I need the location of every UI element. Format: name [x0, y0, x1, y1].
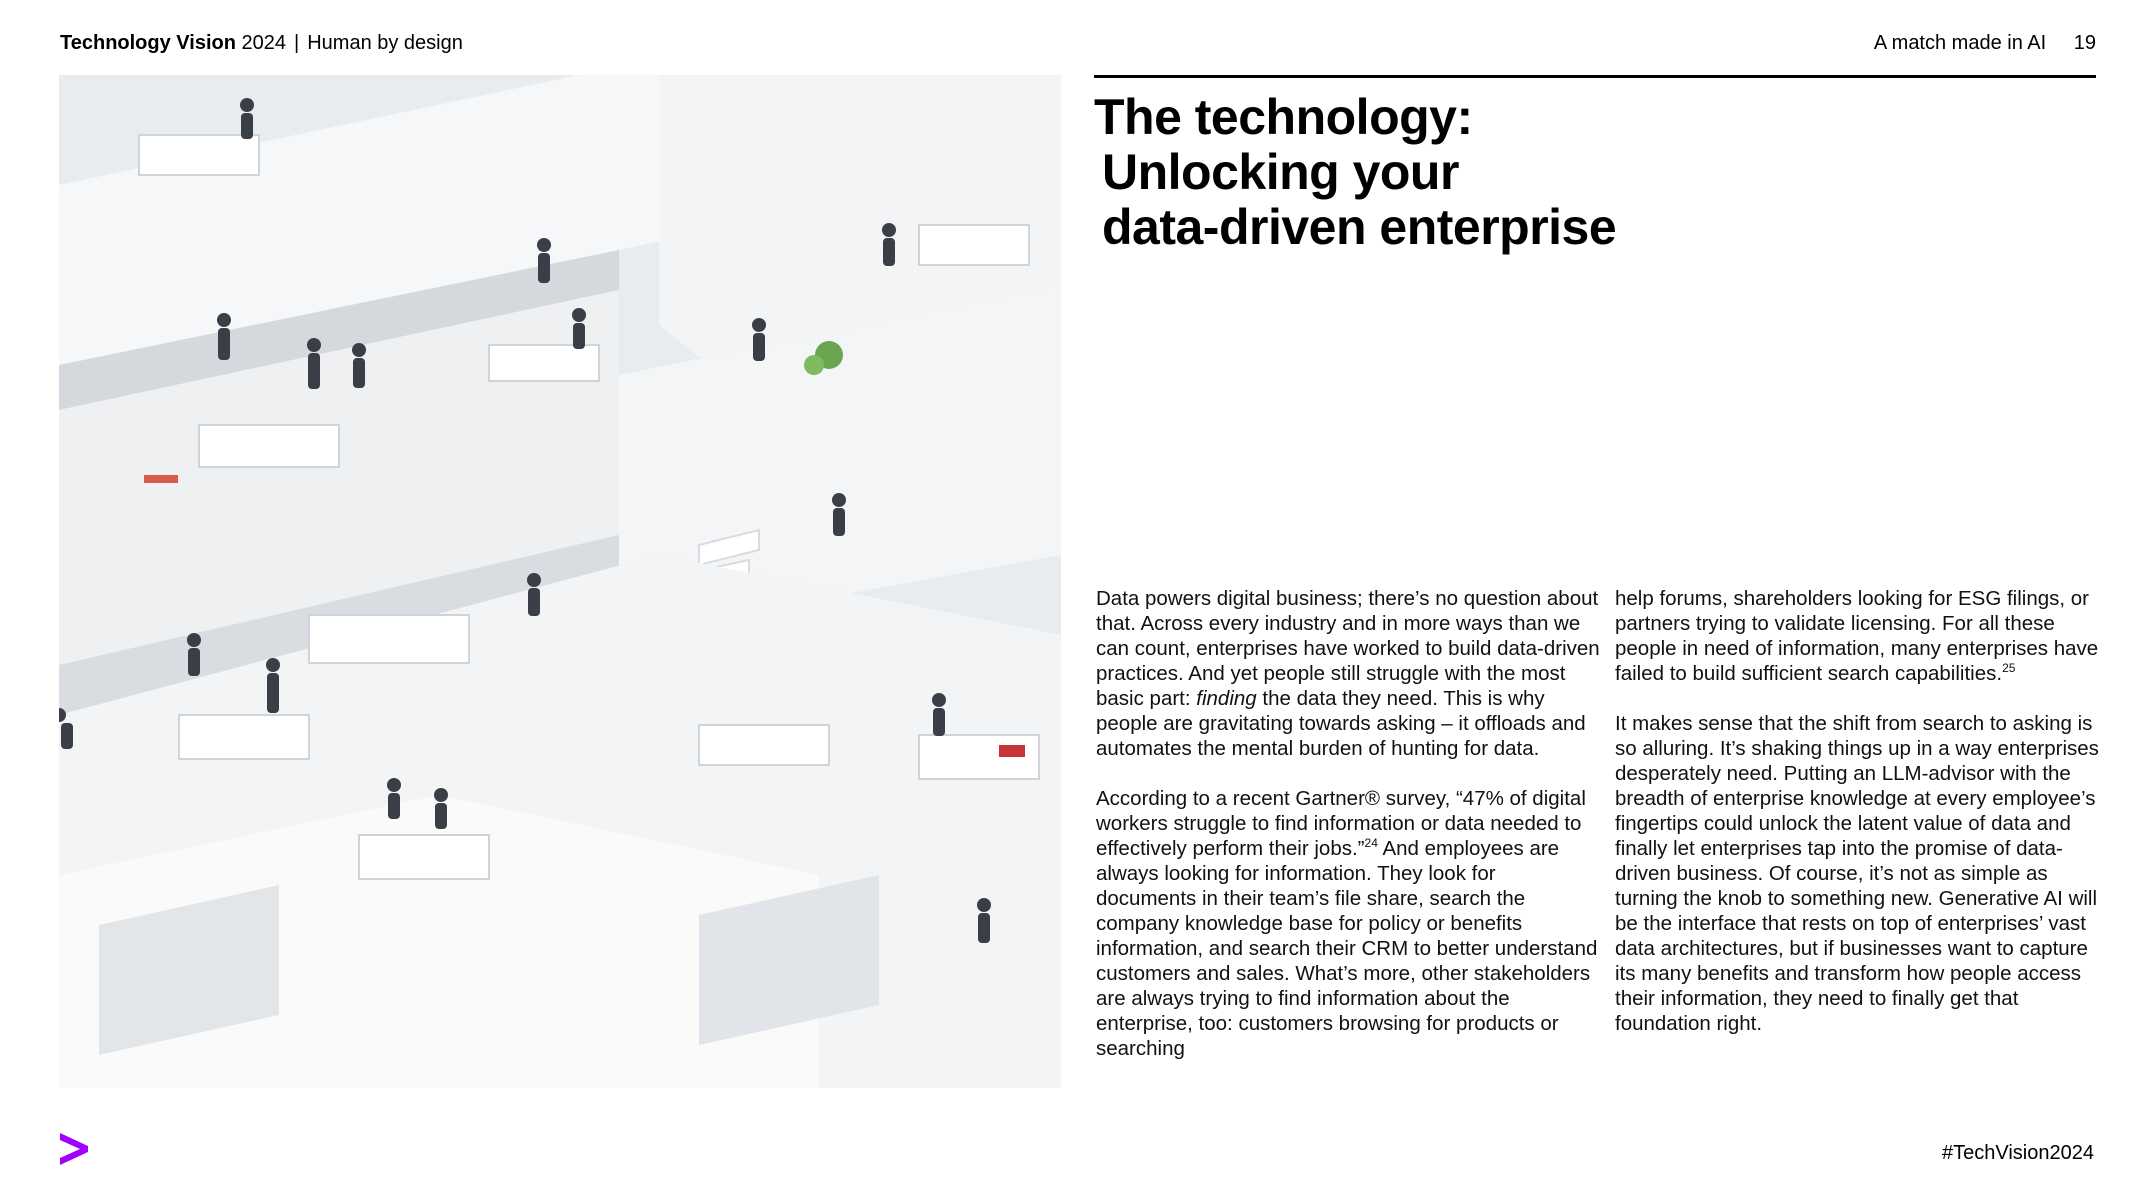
paragraph-1: [1096, 586, 1601, 761]
section-header: [1874, 30, 2096, 56]
paragraph-1-text-a: Data powers digital business; there’s no question about that. Across every industry and in more ways than we can count, enterprises have worked to build data-driven practices. And yet people still struggle with the most basic part:: [1096, 587, 1600, 710]
paragraph-2-text-b: And employees are always looking for information. They look for documents in their team’s file share, search the company knowledge base for policy or benefits information, and search their CRM to better understand customers and sales. What’s more, other stakeholders are always trying to find information about the enterprise, too: customers browsing for products or searching: [1096, 837, 1598, 1060]
paragraph-2-continued: [1615, 586, 2105, 686]
page-number: 19: [2073, 32, 2096, 54]
page-title: [1094, 90, 1616, 255]
paragraph-2-text-a: According to a recent Gartner® survey, “47% of digital workers struggle to find information or data needed to effectively perform their jobs.”: [1096, 787, 1586, 860]
paragraph-2: [1096, 786, 1601, 1061]
hashtag: #TechVision2024: [1942, 1142, 2094, 1164]
header-separator: |: [294, 32, 300, 54]
body-column-2: [1615, 586, 2105, 1036]
paragraph-2-text-c: help forums, shareholders looking for ESG filings, or partners trying to validate licensing. For all these people in need of information, many enterprises have failed to build sufficient search capabilities.: [1615, 587, 2099, 685]
footnote-ref-24[interactable]: 24: [1364, 836, 1378, 851]
report-title: Human by design: [307, 32, 463, 54]
office-illustration: [59, 75, 1061, 1088]
report-header: [60, 30, 463, 56]
title-line-1: The technology:: [1094, 89, 1473, 145]
paragraph-3: It makes sense that the shift from search to asking is so alluring. It’s shaking things up in a way enterprises desperately need. Putting an LLM-advisor with the breadth of enterprise knowledge at every employee’s fingertips could unlock the latent value of data and finally let enterprises tap into the promise of data-driven business. Of course, it’s not as simple as turning the knob to something new. Generative AI will be the interface that rests on top of enterprises’ vast data architectures, but if businesses want to capture its many benefits and transform how people access their information, they need to finally get that foundation right.: [1615, 712, 2099, 1035]
brand-name: Technology Vision: [60, 32, 236, 54]
report-year: 2024: [241, 32, 287, 54]
body-column-1: [1096, 586, 1601, 1061]
title-line-3: data-driven enterprise: [1102, 199, 1617, 255]
paragraph-1-text-b: the data they need. This is why people are gravitating towards asking – it offloads and automates the mental burden of hunting for data.: [1096, 687, 1586, 760]
title-line-2: Unlocking your: [1102, 144, 1459, 200]
section-title: A match made in AI: [1873, 32, 2047, 54]
paragraph-1-emphasis: finding: [1196, 687, 1257, 710]
office-illustration-svg: [59, 75, 1061, 1088]
title-rule: [1094, 75, 2096, 78]
accenture-chevron-icon: [58, 1133, 88, 1165]
footnote-ref-25[interactable]: 25: [2002, 661, 2016, 676]
